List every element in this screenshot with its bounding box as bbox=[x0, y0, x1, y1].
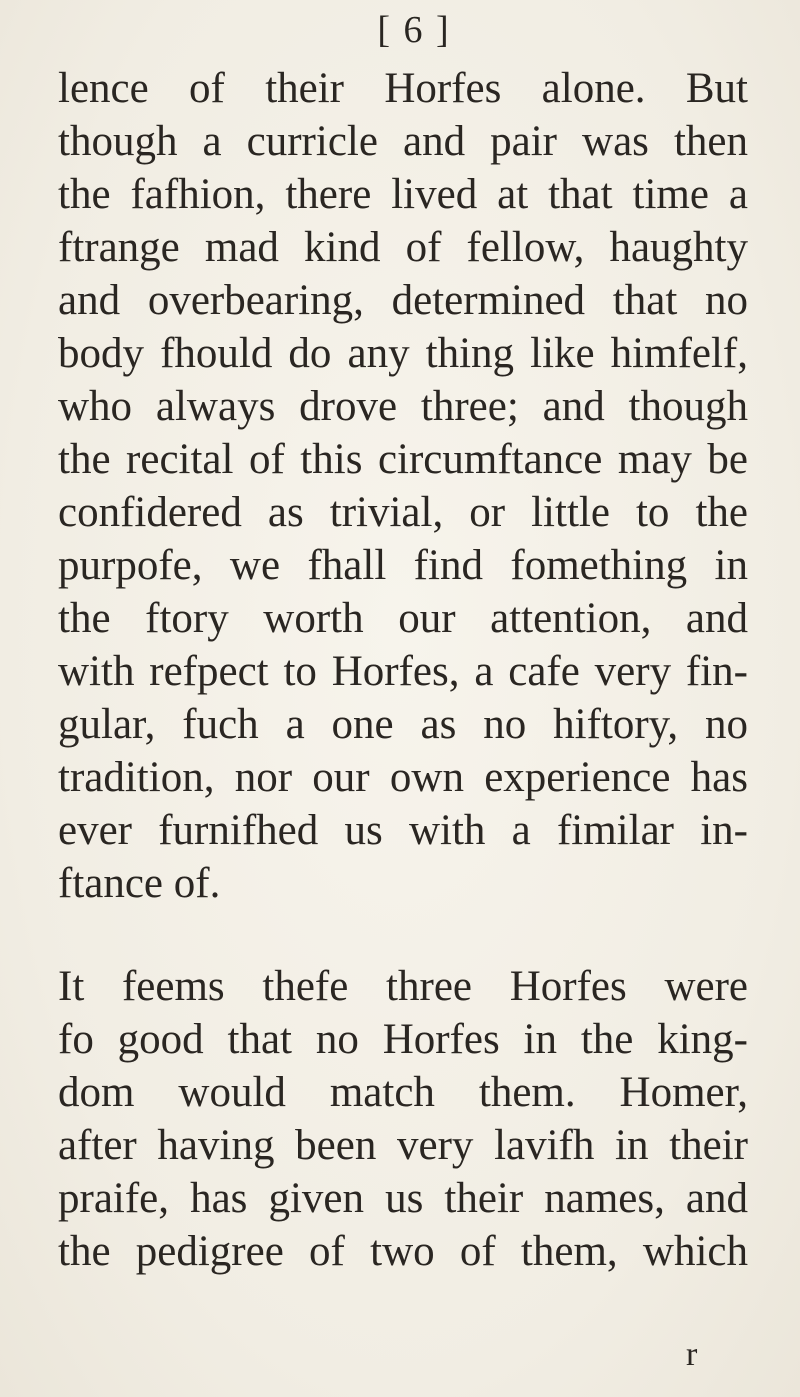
paragraph-1 bbox=[58, 62, 748, 910]
text-line: who always drove three; and though bbox=[58, 383, 748, 430]
catchword: r bbox=[686, 1336, 698, 1373]
page-number: [ 6 ] bbox=[377, 9, 451, 51]
text-line: purpofe, we fhall find fomething in bbox=[58, 542, 748, 589]
text-line: the recital of this circumftance may be bbox=[58, 436, 748, 483]
text-line: the fafhion, there lived at that time a bbox=[58, 171, 748, 218]
body-text bbox=[58, 62, 748, 1278]
text-line: with refpect to Horfes, a cafe very fin- bbox=[58, 648, 748, 695]
text-line: It feems thefe three Horfes were bbox=[58, 963, 748, 1010]
paragraph-2 bbox=[58, 960, 748, 1278]
text-line: ftance of. bbox=[58, 860, 221, 907]
text-line: the ftory worth our attention, and bbox=[58, 595, 748, 642]
text-line: after having been very lavifh in their bbox=[58, 1122, 748, 1169]
text-line: fo good that no Horfes in the king- bbox=[58, 1016, 748, 1063]
text-line: gular, fuch a one as no hiftory, no bbox=[58, 701, 748, 748]
text-line: tradition, nor our own experience has bbox=[58, 754, 748, 801]
text-line: though a curricle and pair was then bbox=[58, 118, 748, 165]
text-line: dom would match them. Homer, bbox=[58, 1069, 748, 1116]
text-line: the pedigree of two of them, which bbox=[58, 1228, 748, 1275]
text-line: ftrange mad kind of fellow, haughty bbox=[58, 224, 748, 271]
text-line: body fhould do any thing like himfelf, bbox=[58, 330, 748, 377]
paragraph-gap bbox=[58, 910, 748, 960]
text-line: and overbearing, determined that no bbox=[58, 277, 748, 324]
text-line: praife, has given us their names, and bbox=[58, 1175, 748, 1222]
text-line: ever furnifhed us with a fimilar in- bbox=[58, 807, 748, 854]
text-line: confidered as trivial, or little to the bbox=[58, 489, 748, 536]
text-line: lence of their Horfes alone. But bbox=[58, 65, 748, 112]
